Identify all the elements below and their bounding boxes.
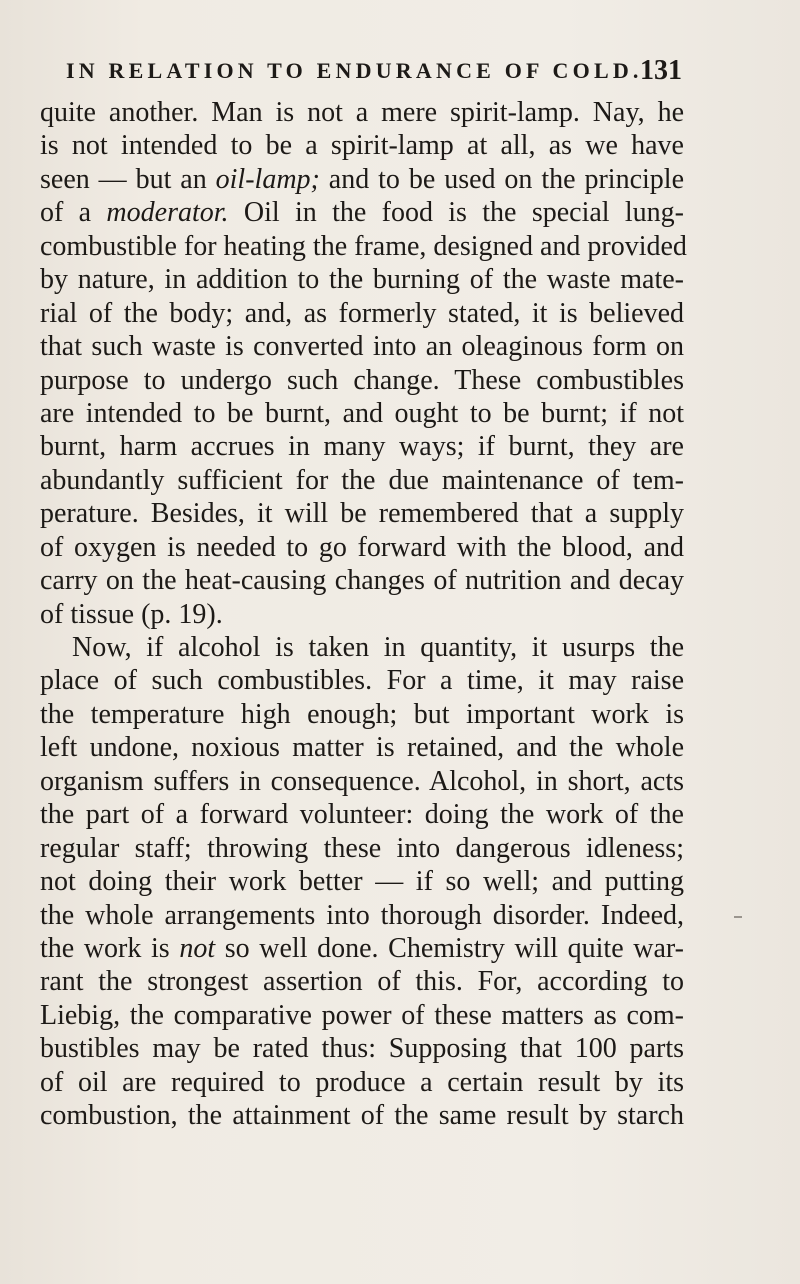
text-line: of oxygen is needed to go forward with the blood, and xyxy=(40,531,684,563)
italic-phrase: moderator. xyxy=(106,197,229,229)
text-line: purpose to undergo such change. These combustibles xyxy=(40,364,684,396)
text-line: rial of the body; and, as formerly stated, it is believed xyxy=(40,297,684,329)
text-line: perature. Besides, it will be remembered that a supply xyxy=(40,498,684,530)
text-line: abundantly sufficient for the due maintenance of tem- xyxy=(40,464,684,496)
text-line: the part of a forward volunteer: doing the work of the xyxy=(40,799,684,831)
running-head: IN RELATION TO ENDURANCE OF COLD. xyxy=(66,58,643,83)
text-line: are intended to be burnt, and ought to be burnt; if not xyxy=(40,397,684,429)
italic-word: not xyxy=(179,932,216,964)
text-line: Liebig, the comparative power of these matters as com- xyxy=(40,999,684,1031)
text-line: the whole arrangements into thorough disorder. Indeed, xyxy=(40,899,684,931)
text-line: regular staff; throwing these into dangerous idleness; xyxy=(40,832,684,864)
italic-phrase: oil-lamp; xyxy=(215,163,320,195)
text-line: of tissue (p. 19). xyxy=(40,598,223,630)
text-line: rant the strongest assertion of this. For, according to xyxy=(40,966,684,998)
text-line: combustible for heating the frame, designed and provided xyxy=(40,230,687,262)
text-line: is not intended to be a spirit-lamp at all, as we have xyxy=(40,130,684,162)
text-line: that such waste is converted into an oleaginous form on xyxy=(40,331,684,363)
body-text xyxy=(40,96,687,1133)
page-number: 131 xyxy=(640,55,682,86)
text-line: Now, if alcohol is taken in quantity, it usurps the xyxy=(72,632,684,663)
text-line: seen — but an oil-lamp; and to be used on the principle xyxy=(40,163,685,195)
page-header xyxy=(66,55,682,86)
text-line: of a moderator. Oil in the food is the special lung- xyxy=(40,197,684,229)
text-line: by nature, in addition to the burning of the waste mate- xyxy=(40,264,684,296)
text-line: of oil are required to produce a certain result by its xyxy=(40,1066,684,1098)
text-line: place of such combustibles. For a time, it may raise xyxy=(40,665,684,697)
text-line: left undone, noxious matter is retained, and the whole xyxy=(40,732,684,764)
text-line: carry on the heat-causing changes of nutrition and decay xyxy=(40,565,684,597)
text-line: the work is not so well done. Chemistry will quite war- xyxy=(40,932,684,964)
text-line: not doing their work better — if so well; and putting xyxy=(40,866,684,898)
text-line: the temperature high enough; but important work is xyxy=(40,698,684,730)
text-line: combustion, the attainment of the same result by starch xyxy=(40,1100,684,1132)
text-line: bustibles may be rated thus: Supposing that 100 parts xyxy=(40,1033,684,1065)
text-line: organism suffers in consequence. Alcohol, in short, acts xyxy=(40,765,684,797)
margin-mark xyxy=(734,916,742,918)
text-line: burnt, harm accrues in many ways; if burnt, they are xyxy=(40,431,684,463)
text-line: quite another. Man is not a mere spirit-lamp. Nay, he xyxy=(40,97,684,128)
